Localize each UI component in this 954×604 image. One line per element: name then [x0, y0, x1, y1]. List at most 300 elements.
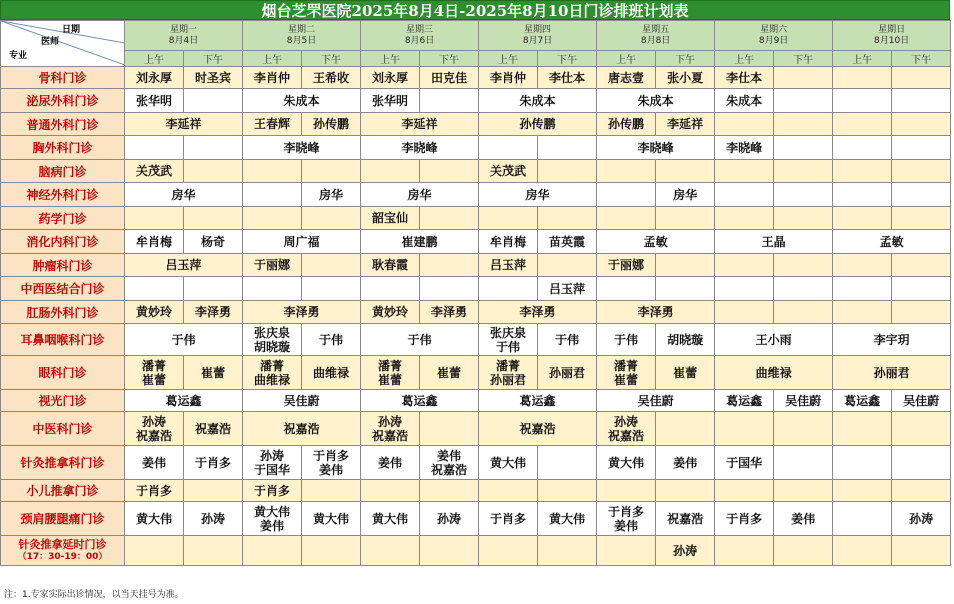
- doctor-cell: [833, 301, 892, 324]
- doctor-cell: [597, 160, 656, 183]
- doctor-cell: [774, 301, 833, 324]
- doctor-cell: [774, 277, 833, 301]
- schedule-table: [0, 20, 951, 566]
- doctor-cell: 于伟: [538, 324, 597, 356]
- department-name: 普通外科门诊: [26, 117, 99, 132]
- doctor-cell: [892, 536, 951, 566]
- doctor-cell: 周广福: [243, 230, 361, 254]
- morning-header: 上午: [361, 51, 420, 67]
- doctor-cell: [420, 536, 479, 566]
- doctor-cell: [833, 183, 892, 207]
- doctor-cell: 孟敏: [597, 230, 715, 254]
- doctor-cell: 时圣宾: [184, 67, 243, 89]
- doctor-cell: 张庆泉 于伟: [479, 324, 538, 356]
- doctor-cell: [125, 277, 184, 301]
- doctor-cell: [597, 183, 656, 207]
- doctor-cell: 于肖多: [479, 502, 538, 536]
- day-name: 星期三: [406, 24, 434, 35]
- doctor-cell: 孙涛 于国华: [243, 446, 302, 480]
- doctor-cell: [833, 113, 892, 136]
- department-label: [1, 67, 125, 89]
- doctor-cell: [833, 446, 892, 480]
- doctor-cell: 王晶: [715, 230, 833, 254]
- doctor-cell: 姜伟: [125, 446, 184, 480]
- doctor-cell: [833, 67, 892, 89]
- department-name: 针灸推拿延时门诊: [18, 537, 107, 551]
- doctor-cell: [597, 480, 656, 502]
- day-header: [715, 21, 833, 51]
- doctor-cell: 王希收: [302, 67, 361, 89]
- doctor-cell: 吴佳蔚: [243, 390, 361, 412]
- doctor-cell: 姜伟: [361, 446, 420, 480]
- department-name: 胸外科门诊: [32, 141, 93, 155]
- doctor-cell: 祝嘉浩: [656, 502, 715, 536]
- doctor-cell: 孙涛: [892, 502, 951, 536]
- header-corner: [1, 21, 125, 67]
- doctor-cell: 于肖多: [184, 446, 243, 480]
- day-header: [833, 21, 951, 51]
- doctor-cell: [420, 277, 479, 301]
- day-header: [125, 21, 243, 51]
- doctor-cell: [420, 160, 479, 183]
- doctor-cell: 黄大伟 姜伟: [243, 502, 302, 536]
- doctor-cell: 崔蕾: [656, 356, 715, 390]
- doctor-cell: [715, 277, 774, 301]
- corner-doctor-label: 医师: [41, 37, 60, 47]
- doctor-cell: 李延祥: [361, 113, 479, 136]
- doctor-cell: 曲维禄: [302, 356, 361, 390]
- doctor-cell: [715, 113, 774, 136]
- doctor-cell: 于伟: [361, 324, 479, 356]
- doctor-cell: [597, 536, 656, 566]
- doctor-cell: 于丽娜: [243, 254, 302, 277]
- doctor-cell: [656, 277, 715, 301]
- doctor-cell: [774, 536, 833, 566]
- doctor-cell: 于国华: [715, 446, 774, 480]
- morning-header: 上午: [243, 51, 302, 67]
- doctor-cell: 吕玉萍: [125, 254, 243, 277]
- doctor-cell: 于伟: [597, 324, 656, 356]
- day-name: 星期六: [760, 24, 788, 35]
- doctor-cell: 于肖多: [125, 480, 184, 502]
- day-name: 星期五: [642, 24, 670, 35]
- doctor-cell: [125, 136, 184, 160]
- doctor-cell: 孙涛 祝嘉浩: [361, 412, 420, 446]
- department-name: 颈肩腰腿痛门诊: [20, 512, 105, 526]
- doctor-cell: 葛运鑫: [361, 390, 479, 412]
- doctor-cell: [774, 412, 833, 446]
- doctor-cell: 吴佳蔚: [774, 390, 833, 412]
- doctor-cell: 于肖多 姜伟: [302, 446, 361, 480]
- doctor-cell: 田克佳: [420, 67, 479, 89]
- doctor-cell: [774, 183, 833, 207]
- doctor-cell: 张庆泉 胡晓璇: [243, 324, 302, 356]
- doctor-cell: [125, 207, 184, 230]
- doctor-cell: [715, 301, 774, 324]
- afternoon-header: 下午: [302, 51, 361, 67]
- doctor-cell: 黄妙玲: [125, 301, 184, 324]
- department-label: [1, 160, 125, 183]
- doctor-cell: [361, 480, 420, 502]
- doctor-cell: 张小夏: [656, 67, 715, 89]
- doctor-cell: [361, 277, 420, 301]
- doctor-cell: [774, 160, 833, 183]
- doctor-cell: 李仕本: [538, 67, 597, 89]
- corner-specialty-label: 专业: [9, 51, 28, 61]
- department-label: [1, 207, 125, 230]
- department-label: [1, 277, 125, 301]
- doctor-cell: [184, 277, 243, 301]
- doctor-cell: 孙涛 祝嘉浩: [125, 412, 184, 446]
- doctor-cell: [892, 160, 951, 183]
- doctor-cell: 房华: [656, 183, 715, 207]
- doctor-cell: 于肖多 姜伟: [597, 502, 656, 536]
- table-row: [1, 67, 951, 89]
- doctor-cell: [538, 254, 597, 277]
- doctor-cell: 于伟: [302, 324, 361, 356]
- doctor-cell: [892, 277, 951, 301]
- doctor-cell: [892, 301, 951, 324]
- table-row: [1, 207, 951, 230]
- doctor-cell: 孙传鹏: [302, 113, 361, 136]
- doctor-cell: 孙涛: [184, 502, 243, 536]
- department-name: 肿瘤科门诊: [32, 258, 93, 273]
- doctor-cell: [184, 536, 243, 566]
- doctor-cell: 关茂武: [125, 160, 184, 183]
- doctor-cell: 朱成本: [715, 89, 774, 113]
- doctor-cell: 李泽勇: [184, 301, 243, 324]
- department-name: 神经外科门诊: [26, 188, 99, 202]
- doctor-cell: 潘菁 孙丽君: [479, 356, 538, 390]
- doctor-cell: 黄大伟: [479, 446, 538, 480]
- doctor-cell: 孙涛 祝嘉浩: [597, 412, 656, 446]
- doctor-cell: [892, 89, 951, 113]
- doctor-cell: 祝嘉浩: [243, 412, 361, 446]
- doctor-cell: [656, 254, 715, 277]
- day-header: [243, 21, 361, 51]
- department-label: [1, 502, 125, 536]
- doctor-cell: 牟肖梅: [125, 230, 184, 254]
- day-header: [597, 21, 715, 51]
- doctor-cell: 黄大伟: [538, 502, 597, 536]
- doctor-cell: [715, 536, 774, 566]
- afternoon-header: 下午: [184, 51, 243, 67]
- doctor-cell: [774, 67, 833, 89]
- doctor-cell: [892, 67, 951, 89]
- doctor-cell: [420, 89, 479, 113]
- department-name: 针灸推拿科门诊: [20, 456, 105, 470]
- doctor-cell: 祝嘉浩: [479, 412, 597, 446]
- department-name: 中西医结合门诊: [20, 282, 105, 296]
- doctor-cell: [420, 480, 479, 502]
- doctor-cell: 朱成本: [597, 89, 715, 113]
- doctor-cell: [774, 446, 833, 480]
- table-row: [1, 536, 951, 566]
- afternoon-header: 下午: [656, 51, 715, 67]
- department-label: [1, 536, 125, 566]
- doctor-cell: 黄大伟: [302, 502, 361, 536]
- morning-header: 上午: [715, 51, 774, 67]
- doctor-cell: 朱成本: [479, 89, 597, 113]
- doctor-cell: 姜伟 祝嘉浩: [420, 446, 479, 480]
- doctor-cell: 李晓峰: [597, 136, 715, 160]
- doctor-cell: 杨奇: [184, 230, 243, 254]
- department-label: [1, 390, 125, 412]
- department-label: [1, 324, 125, 356]
- table-row: [1, 113, 951, 136]
- department-name: 耳鼻咽喉科门诊: [20, 333, 105, 347]
- doctor-cell: [833, 160, 892, 183]
- table-row: [1, 412, 951, 446]
- table-row: [1, 502, 951, 536]
- doctor-cell: [184, 160, 243, 183]
- department-label: [1, 254, 125, 277]
- doctor-cell: [833, 254, 892, 277]
- doctor-cell: 葛运鑫: [125, 390, 243, 412]
- doctor-cell: 孙涛: [656, 536, 715, 566]
- doctor-cell: [715, 254, 774, 277]
- doctor-cell: [479, 136, 538, 160]
- doctor-cell: [243, 160, 302, 183]
- doctor-cell: 王小雨: [715, 324, 833, 356]
- doctor-cell: [302, 160, 361, 183]
- department-label: [1, 356, 125, 390]
- doctor-cell: 苗英霞: [538, 230, 597, 254]
- doctor-cell: [892, 207, 951, 230]
- table-row: [1, 480, 951, 502]
- day-header: [361, 21, 479, 51]
- doctor-cell: 韶宝仙: [361, 207, 420, 230]
- doctor-cell: 于丽娜: [597, 254, 656, 277]
- doctor-cell: 李晓峰: [715, 136, 774, 160]
- doctor-cell: [538, 160, 597, 183]
- day-name: 星期四: [524, 24, 552, 35]
- department-name: 肛肠外科门诊: [26, 305, 99, 320]
- doctor-cell: 曲维禄: [715, 356, 833, 390]
- doctor-cell: 黄大伟: [125, 502, 184, 536]
- afternoon-header: 下午: [892, 51, 951, 67]
- doctor-cell: 房华: [479, 183, 597, 207]
- doctor-cell: [479, 277, 538, 301]
- doctor-cell: 吕玉萍: [538, 277, 597, 301]
- doctor-cell: [715, 412, 774, 446]
- doctor-cell: [774, 89, 833, 113]
- doctor-cell: 李泽勇: [420, 301, 479, 324]
- table-row: [1, 301, 951, 324]
- doctor-cell: [302, 277, 361, 301]
- doctor-cell: [184, 480, 243, 502]
- doctor-cell: [833, 502, 892, 536]
- table-row: [1, 89, 951, 113]
- doctor-cell: 于肖多: [243, 480, 302, 502]
- doctor-cell: [420, 254, 479, 277]
- department-label: [1, 136, 125, 160]
- doctor-cell: [479, 480, 538, 502]
- table-row: [1, 254, 951, 277]
- afternoon-header: 下午: [420, 51, 479, 67]
- department-label: [1, 412, 125, 446]
- department-name: 泌尿外科门诊: [26, 94, 99, 108]
- doctor-cell: [774, 207, 833, 230]
- department-name: 脑病门诊: [38, 164, 87, 179]
- doctor-cell: [479, 536, 538, 566]
- department-name: 视光门诊: [38, 394, 87, 408]
- day-date: 8月5日: [286, 35, 317, 46]
- doctor-cell: [892, 412, 951, 446]
- day-date: 8月10日: [874, 35, 910, 46]
- doctor-cell: [302, 254, 361, 277]
- doctor-cell: 朱成本: [243, 89, 361, 113]
- department-name: 骨科门诊: [38, 71, 87, 85]
- doctor-cell: 房华: [361, 183, 479, 207]
- doctor-cell: 潘菁 崔蕾: [361, 356, 420, 390]
- doctor-cell: 胡晓璇: [656, 324, 715, 356]
- doctor-cell: [656, 480, 715, 502]
- doctor-cell: 牟肖梅: [479, 230, 538, 254]
- doctor-cell: [243, 277, 302, 301]
- doctor-cell: 黄大伟: [597, 446, 656, 480]
- day-date: 8月7日: [522, 35, 553, 46]
- doctor-cell: 潘菁 崔蕾: [597, 356, 656, 390]
- morning-header: 上午: [479, 51, 538, 67]
- doctor-cell: 李宇玥: [833, 324, 951, 356]
- doctor-cell: [833, 412, 892, 446]
- doctor-cell: [715, 207, 774, 230]
- doctor-cell: [302, 480, 361, 502]
- department-label: [1, 89, 125, 113]
- doctor-cell: 黄大伟: [361, 502, 420, 536]
- doctor-cell: 李泽勇: [243, 301, 361, 324]
- doctor-cell: [774, 254, 833, 277]
- doctor-cell: 葛运鑫: [479, 390, 597, 412]
- doctor-cell: [597, 277, 656, 301]
- doctor-cell: 张华明: [125, 89, 184, 113]
- doctor-cell: [420, 412, 479, 446]
- department-label: [1, 113, 125, 136]
- doctor-cell: [833, 136, 892, 160]
- day-date: 8月9日: [758, 35, 789, 46]
- doctor-cell: [892, 136, 951, 160]
- doctor-cell: [538, 536, 597, 566]
- doctor-cell: [538, 207, 597, 230]
- doctor-cell: 吴佳蔚: [597, 390, 715, 412]
- doctor-cell: 房华: [125, 183, 243, 207]
- day-header: [479, 21, 597, 51]
- doctor-cell: [538, 480, 597, 502]
- doctor-cell: 于伟: [125, 324, 243, 356]
- doctor-cell: [774, 480, 833, 502]
- doctor-cell: [833, 207, 892, 230]
- doctor-cell: [184, 136, 243, 160]
- doctor-cell: 李泽勇: [597, 301, 715, 324]
- doctor-cell: [892, 254, 951, 277]
- doctor-cell: [656, 412, 715, 446]
- doctor-cell: 吴佳蔚: [892, 390, 951, 412]
- doctor-cell: [892, 480, 951, 502]
- doctor-cell: 李泽勇: [479, 301, 597, 324]
- morning-header: 上午: [833, 51, 892, 67]
- doctor-cell: 孙传鹏: [597, 113, 656, 136]
- doctor-cell: 李延祥: [125, 113, 243, 136]
- doctor-cell: 潘菁 崔蕾: [125, 356, 184, 390]
- morning-header: 上午: [597, 51, 656, 67]
- doctor-cell: [892, 446, 951, 480]
- corner-date-label: 日期: [61, 25, 80, 35]
- department-name: 小儿推拿门诊: [26, 484, 99, 498]
- department-label: [1, 301, 125, 324]
- doctor-cell: [833, 480, 892, 502]
- department-label: [1, 446, 125, 480]
- day-date: 8月8日: [640, 35, 671, 46]
- doctor-cell: 崔蕾: [184, 356, 243, 390]
- doctor-cell: [361, 536, 420, 566]
- doctor-cell: [715, 480, 774, 502]
- day-name: 星期一: [170, 24, 198, 35]
- doctor-cell: [538, 446, 597, 480]
- afternoon-header: 下午: [774, 51, 833, 67]
- department-name: 消化内科门诊: [26, 235, 99, 249]
- doctor-cell: [715, 183, 774, 207]
- doctor-cell: [361, 160, 420, 183]
- doctor-cell: [243, 207, 302, 230]
- doctor-cell: [774, 113, 833, 136]
- doctor-cell: 吕玉萍: [479, 254, 538, 277]
- doctor-cell: 张华明: [361, 89, 420, 113]
- doctor-cell: 姜伟: [656, 446, 715, 480]
- doctor-cell: [302, 536, 361, 566]
- doctor-cell: 潘菁 曲维禄: [243, 356, 302, 390]
- table-row: [1, 390, 951, 412]
- department-label: [1, 183, 125, 207]
- doctor-cell: 关茂武: [479, 160, 538, 183]
- doctor-cell: [715, 160, 774, 183]
- doctor-cell: [833, 277, 892, 301]
- doctor-cell: [243, 183, 302, 207]
- department-label: [1, 230, 125, 254]
- doctor-cell: [479, 207, 538, 230]
- doctor-cell: 孙丽君: [833, 356, 951, 390]
- doctor-cell: [538, 136, 597, 160]
- doctor-cell: 李肖仲: [479, 67, 538, 89]
- doctor-cell: 唐志壹: [597, 67, 656, 89]
- department-label: [1, 480, 125, 502]
- doctor-cell: [302, 207, 361, 230]
- doctor-cell: 祝嘉浩: [184, 412, 243, 446]
- doctor-cell: [420, 207, 479, 230]
- doctor-cell: [892, 183, 951, 207]
- doctor-cell: 刘永厚: [361, 67, 420, 89]
- doctor-cell: [892, 113, 951, 136]
- doctor-cell: 孟敏: [833, 230, 951, 254]
- table-row: [1, 446, 951, 480]
- table-row: [1, 277, 951, 301]
- doctor-cell: 姜伟: [774, 502, 833, 536]
- table-row: [1, 324, 951, 356]
- department-name: 中医科门诊: [32, 422, 93, 436]
- doctor-cell: 李肖仲: [243, 67, 302, 89]
- doctor-cell: [656, 207, 715, 230]
- doctor-cell: 葛运鑫: [715, 390, 774, 412]
- doctor-cell: [833, 536, 892, 566]
- table-row: [1, 136, 951, 160]
- table-row: [1, 230, 951, 254]
- doctor-cell: 李晓峰: [243, 136, 361, 160]
- doctor-cell: 李仕本: [715, 67, 774, 89]
- doctor-cell: [184, 89, 243, 113]
- morning-header: 上午: [125, 51, 184, 67]
- day-name: 星期二: [288, 24, 316, 35]
- doctor-cell: 耿春霞: [361, 254, 420, 277]
